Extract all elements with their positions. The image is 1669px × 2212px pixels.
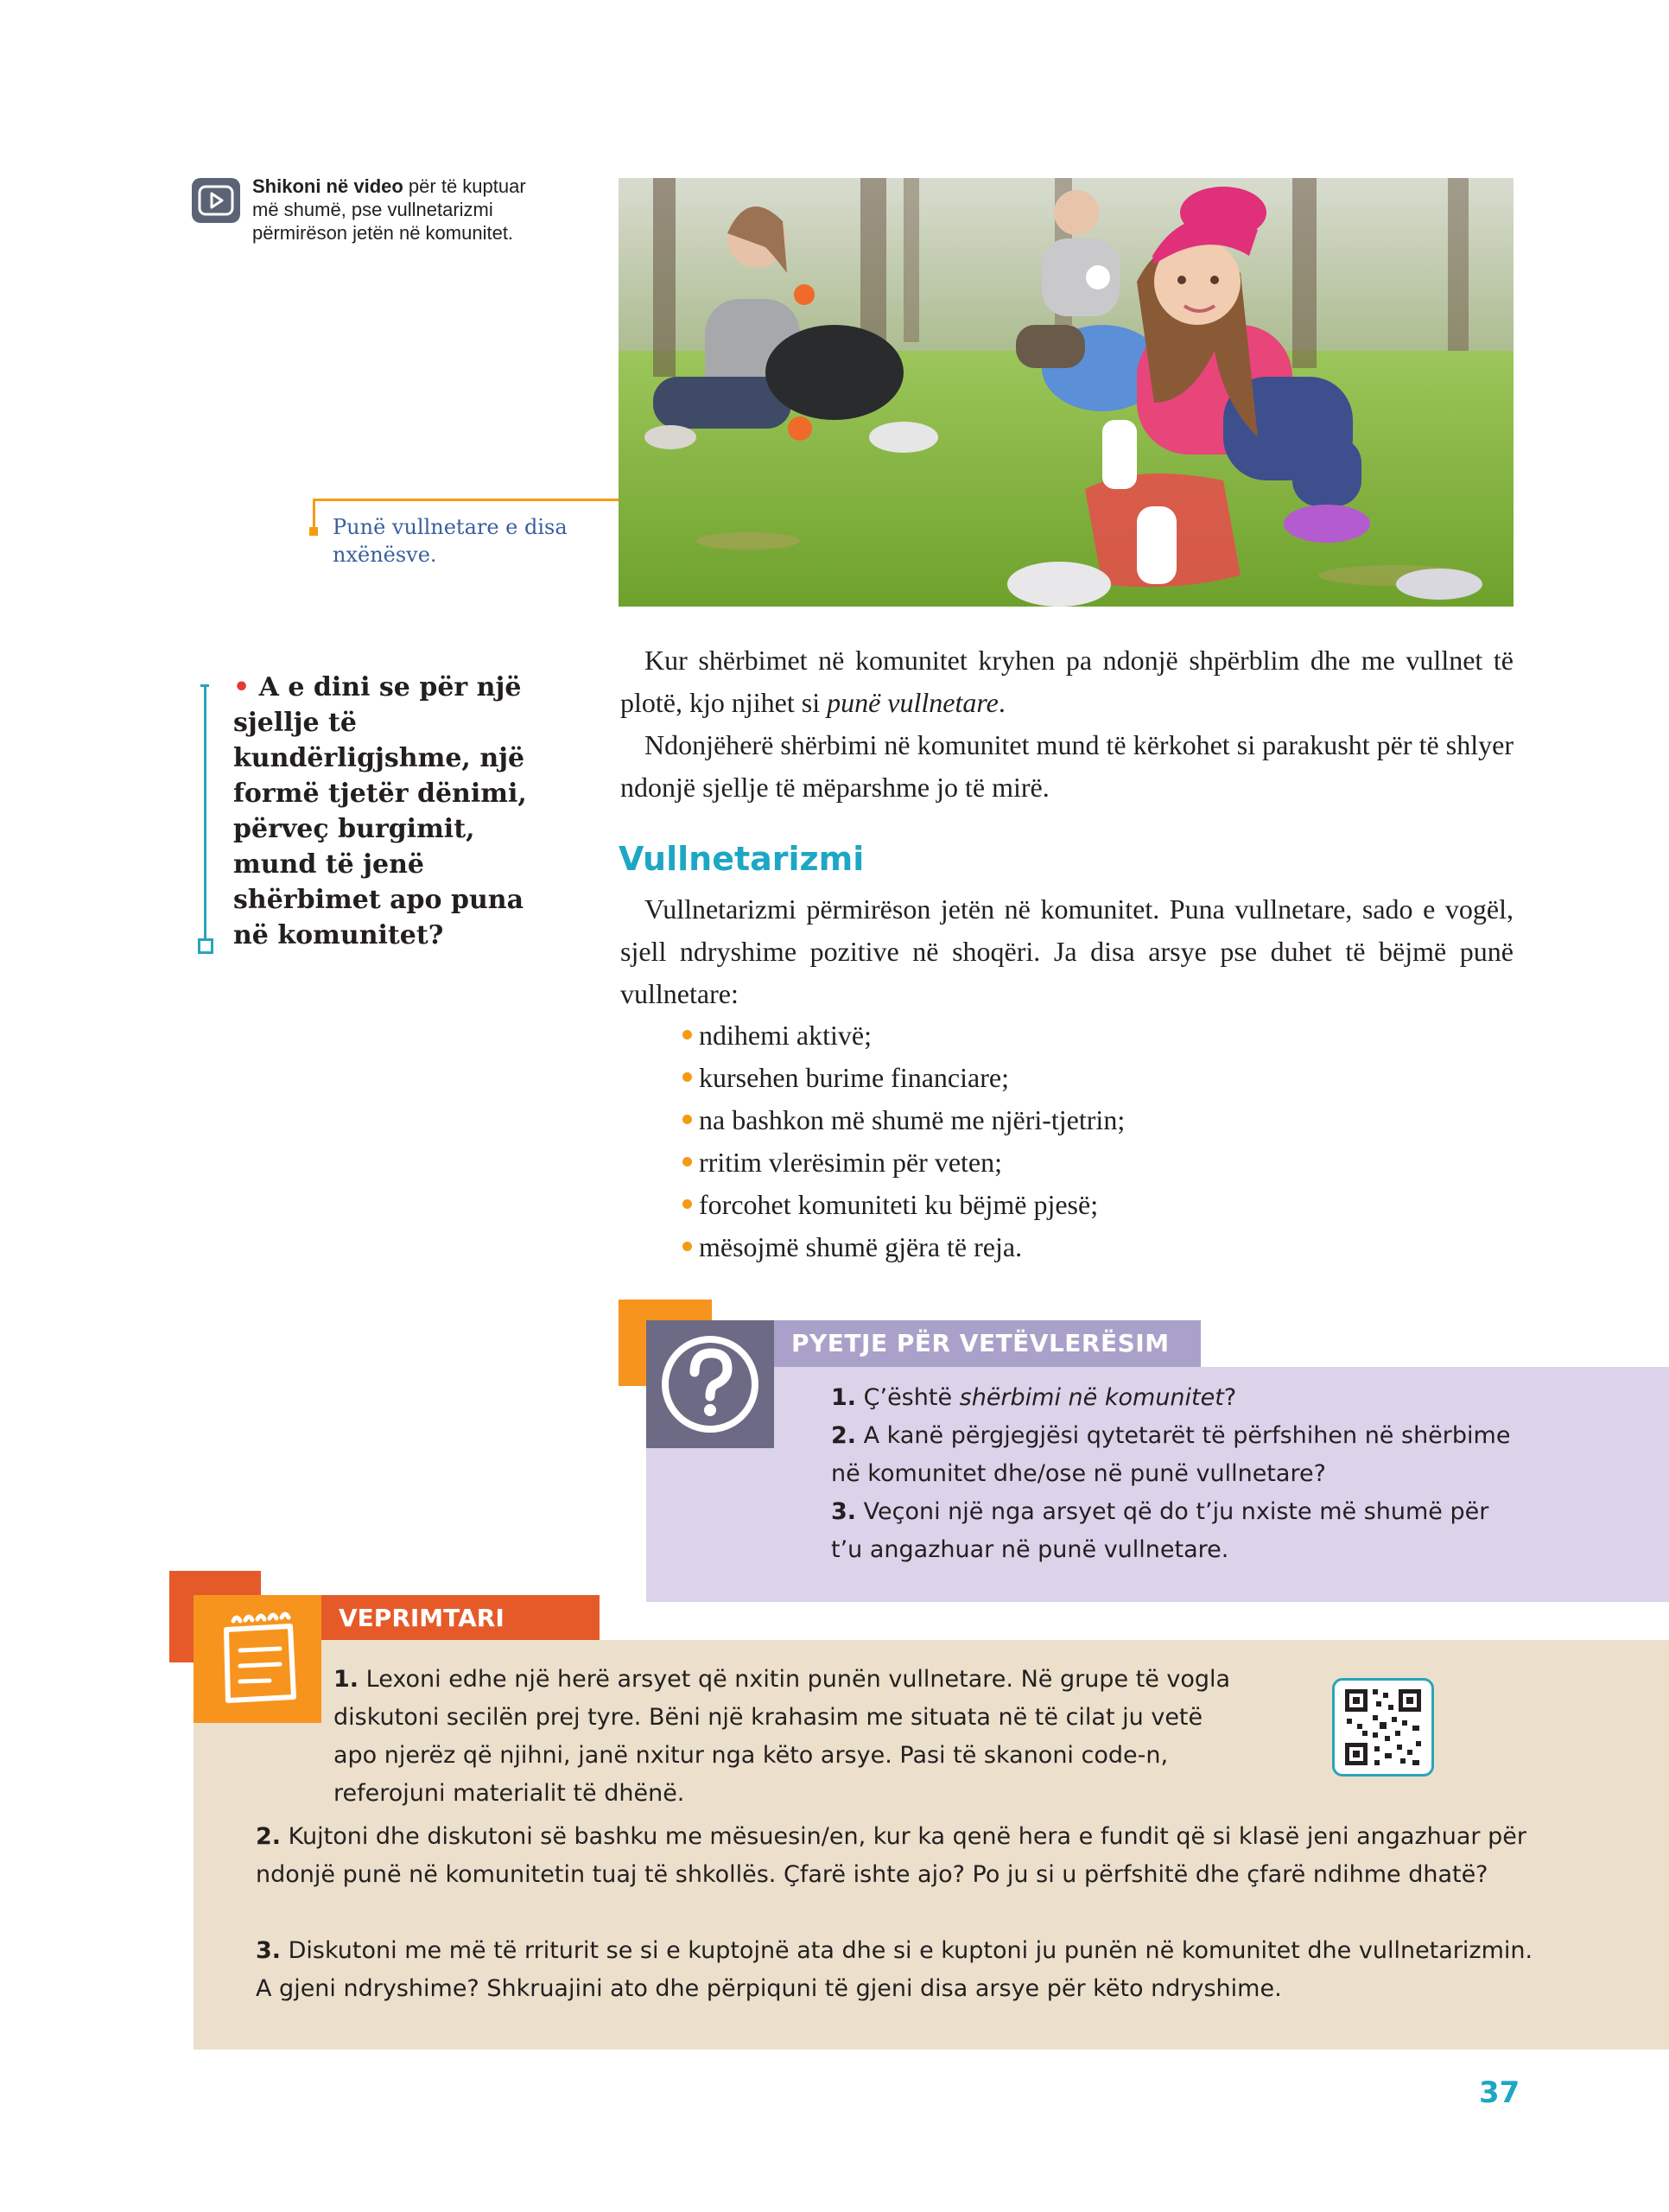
question-1-term: shërbimi në komunitet bbox=[959, 1384, 1224, 1411]
activity-item-3-text: Diskutoni me më të rriturit se si e kuptojnë ata dhe si e kuptoni ju punën në komunitet dhe vullnetarizmin. A gjeni ndryshime? Shkruajini ato dhe përpiquni të gjeni disa arsye për këto ndryshime. bbox=[256, 1937, 1533, 2002]
reason-item bbox=[682, 1226, 1125, 1268]
activity-item-1-text: Lexoni edhe një herë arsyet që nxitin punën vullnetare. Në grupe të vogla diskutoni secilën prej tyre. Bëni një krahasim me situata në të cilat ju vetë apo njerëz që njihni, janë nxitur nga këto arsye. Pasi të skanoni code-n, referojuni materialit të dhënë. bbox=[333, 1666, 1231, 1807]
reason-item bbox=[682, 1099, 1125, 1141]
paragraph-1-text: Kur shërbimet në komunitet kryhen pa ndonjë shpërblim dhe me vullnet të plotë, kjo njihet si bbox=[620, 645, 1514, 718]
reason-text: ndihemi aktivë; bbox=[699, 1020, 872, 1051]
caption-connector-line bbox=[313, 499, 619, 501]
did-you-know-bar bbox=[204, 684, 206, 942]
question-mark-icon bbox=[646, 1320, 774, 1448]
volunteer-children-photo bbox=[619, 178, 1514, 607]
did-you-know-bar-tick bbox=[200, 684, 209, 687]
bullet-dot-icon bbox=[682, 1030, 692, 1039]
page-number: 37 bbox=[1479, 2075, 1520, 2110]
self-assessment-questions bbox=[831, 1379, 1522, 1569]
did-you-know-text: A e dini se për një sjellje të kundërligjshme, një formë tjetër dënimi, përveç burgimit, mund të jenë shërbimet apo puna në komunitet? bbox=[233, 672, 527, 950]
reason-text: mësojmë shumë gjëra të reja. bbox=[699, 1231, 1023, 1262]
reason-item bbox=[682, 1057, 1125, 1099]
activity-item-3 bbox=[256, 1932, 1534, 2008]
question-2 bbox=[831, 1417, 1522, 1493]
did-you-know-bullet: • bbox=[233, 672, 251, 702]
section-heading: Vullnetarizmi bbox=[619, 840, 865, 878]
question-1-end: ? bbox=[1223, 1384, 1237, 1411]
bullet-dot-icon bbox=[682, 1242, 692, 1251]
question-3-text: Veçoni një nga arsyet që do t’ju nxiste më shumë për t’u angazhuar në punë vullnetare. bbox=[831, 1498, 1489, 1563]
video-note-bold: Shikoni në video bbox=[252, 175, 403, 197]
reason-text: forcohet komuniteti ku bëjmë pjesë; bbox=[699, 1189, 1099, 1220]
question-1-number: 1. bbox=[831, 1384, 857, 1411]
activity-item-1 bbox=[333, 1661, 1232, 1813]
bullet-dot-icon bbox=[682, 1157, 692, 1166]
notepad-icon bbox=[194, 1595, 321, 1723]
caption-marker bbox=[309, 527, 318, 536]
question-3 bbox=[831, 1493, 1522, 1569]
question-3-number: 3. bbox=[831, 1498, 857, 1525]
video-note-text: për të kuptuar më shumë, pse vullnetarizmi përmirëson jetën në komunitet. bbox=[252, 175, 526, 244]
did-you-know-bar-end bbox=[198, 938, 213, 954]
question-1 bbox=[831, 1379, 1522, 1417]
activity-item-1-number: 1. bbox=[333, 1666, 359, 1693]
video-play-icon[interactable] bbox=[192, 178, 240, 223]
did-you-know-box bbox=[233, 670, 527, 953]
paragraph-volunteer-work bbox=[620, 639, 1514, 724]
reason-text: rritim vlerësimin për veten; bbox=[699, 1147, 1002, 1178]
paragraph-1-term: punë vullnetare bbox=[827, 687, 999, 718]
activity-item-3-number: 3. bbox=[256, 1937, 282, 1964]
activity-item-2 bbox=[256, 1818, 1534, 1894]
reason-text: na bashkon më shumë me njëri-tjetrin; bbox=[699, 1104, 1126, 1135]
bullet-dot-icon bbox=[682, 1072, 692, 1082]
photo-caption: Punë vullnetare e disa nxënësve. bbox=[333, 515, 568, 567]
activity-item-2-number: 2. bbox=[256, 1823, 282, 1850]
reason-text: kursehen burime financiare; bbox=[699, 1062, 1009, 1093]
reason-item bbox=[682, 1141, 1125, 1184]
bullet-dot-icon bbox=[682, 1199, 692, 1209]
reason-item bbox=[682, 1184, 1125, 1226]
question-1-text: Ç’është bbox=[856, 1384, 960, 1411]
bullet-dot-icon bbox=[682, 1115, 692, 1124]
question-2-text: A kanë përgjegjësi qytetarët të përfshihen në shërbime në komunitet dhe/ose në punë vullnetare? bbox=[831, 1422, 1511, 1487]
activity-item-2-text: Kujtoni dhe diskutoni së bashku me mësuesin/en, kur ka qenë hera e fundit që si klasë jeni angazhuar për ndonjë punë në komunitetin tuaj të shkollës. Çfarë ishte ajo? Po ju si u përfshitë dhe çfarë ndihme dhatë? bbox=[256, 1823, 1526, 1888]
activity-title: VEPRIMTARI bbox=[339, 1604, 505, 1632]
paragraph-volunteerism: Vullnetarizmi përmirëson jetën në komunitet. Puna vullnetare, sado e vogël, sjell ndryshime pozitive në shoqëri. Ja disa arsye pse duhet të bëjmë punë vullnetare: bbox=[620, 893, 1514, 1009]
paragraph-1-end: . bbox=[998, 687, 1006, 718]
qr-code-icon[interactable] bbox=[1332, 1678, 1434, 1777]
reason-item bbox=[682, 1014, 1125, 1057]
reasons-list bbox=[682, 1014, 1125, 1268]
self-assessment-title: PYETJE PËR VETËVLERËSIM bbox=[791, 1329, 1170, 1357]
question-2-number: 2. bbox=[831, 1422, 857, 1449]
video-note bbox=[252, 175, 555, 245]
paragraph-community-service: Ndonjëherë shërbimi në komunitet mund të kërkohet si parakusht për të shlyer ndonjë sjellje të mëparshme jo të mirë. bbox=[620, 729, 1514, 803]
